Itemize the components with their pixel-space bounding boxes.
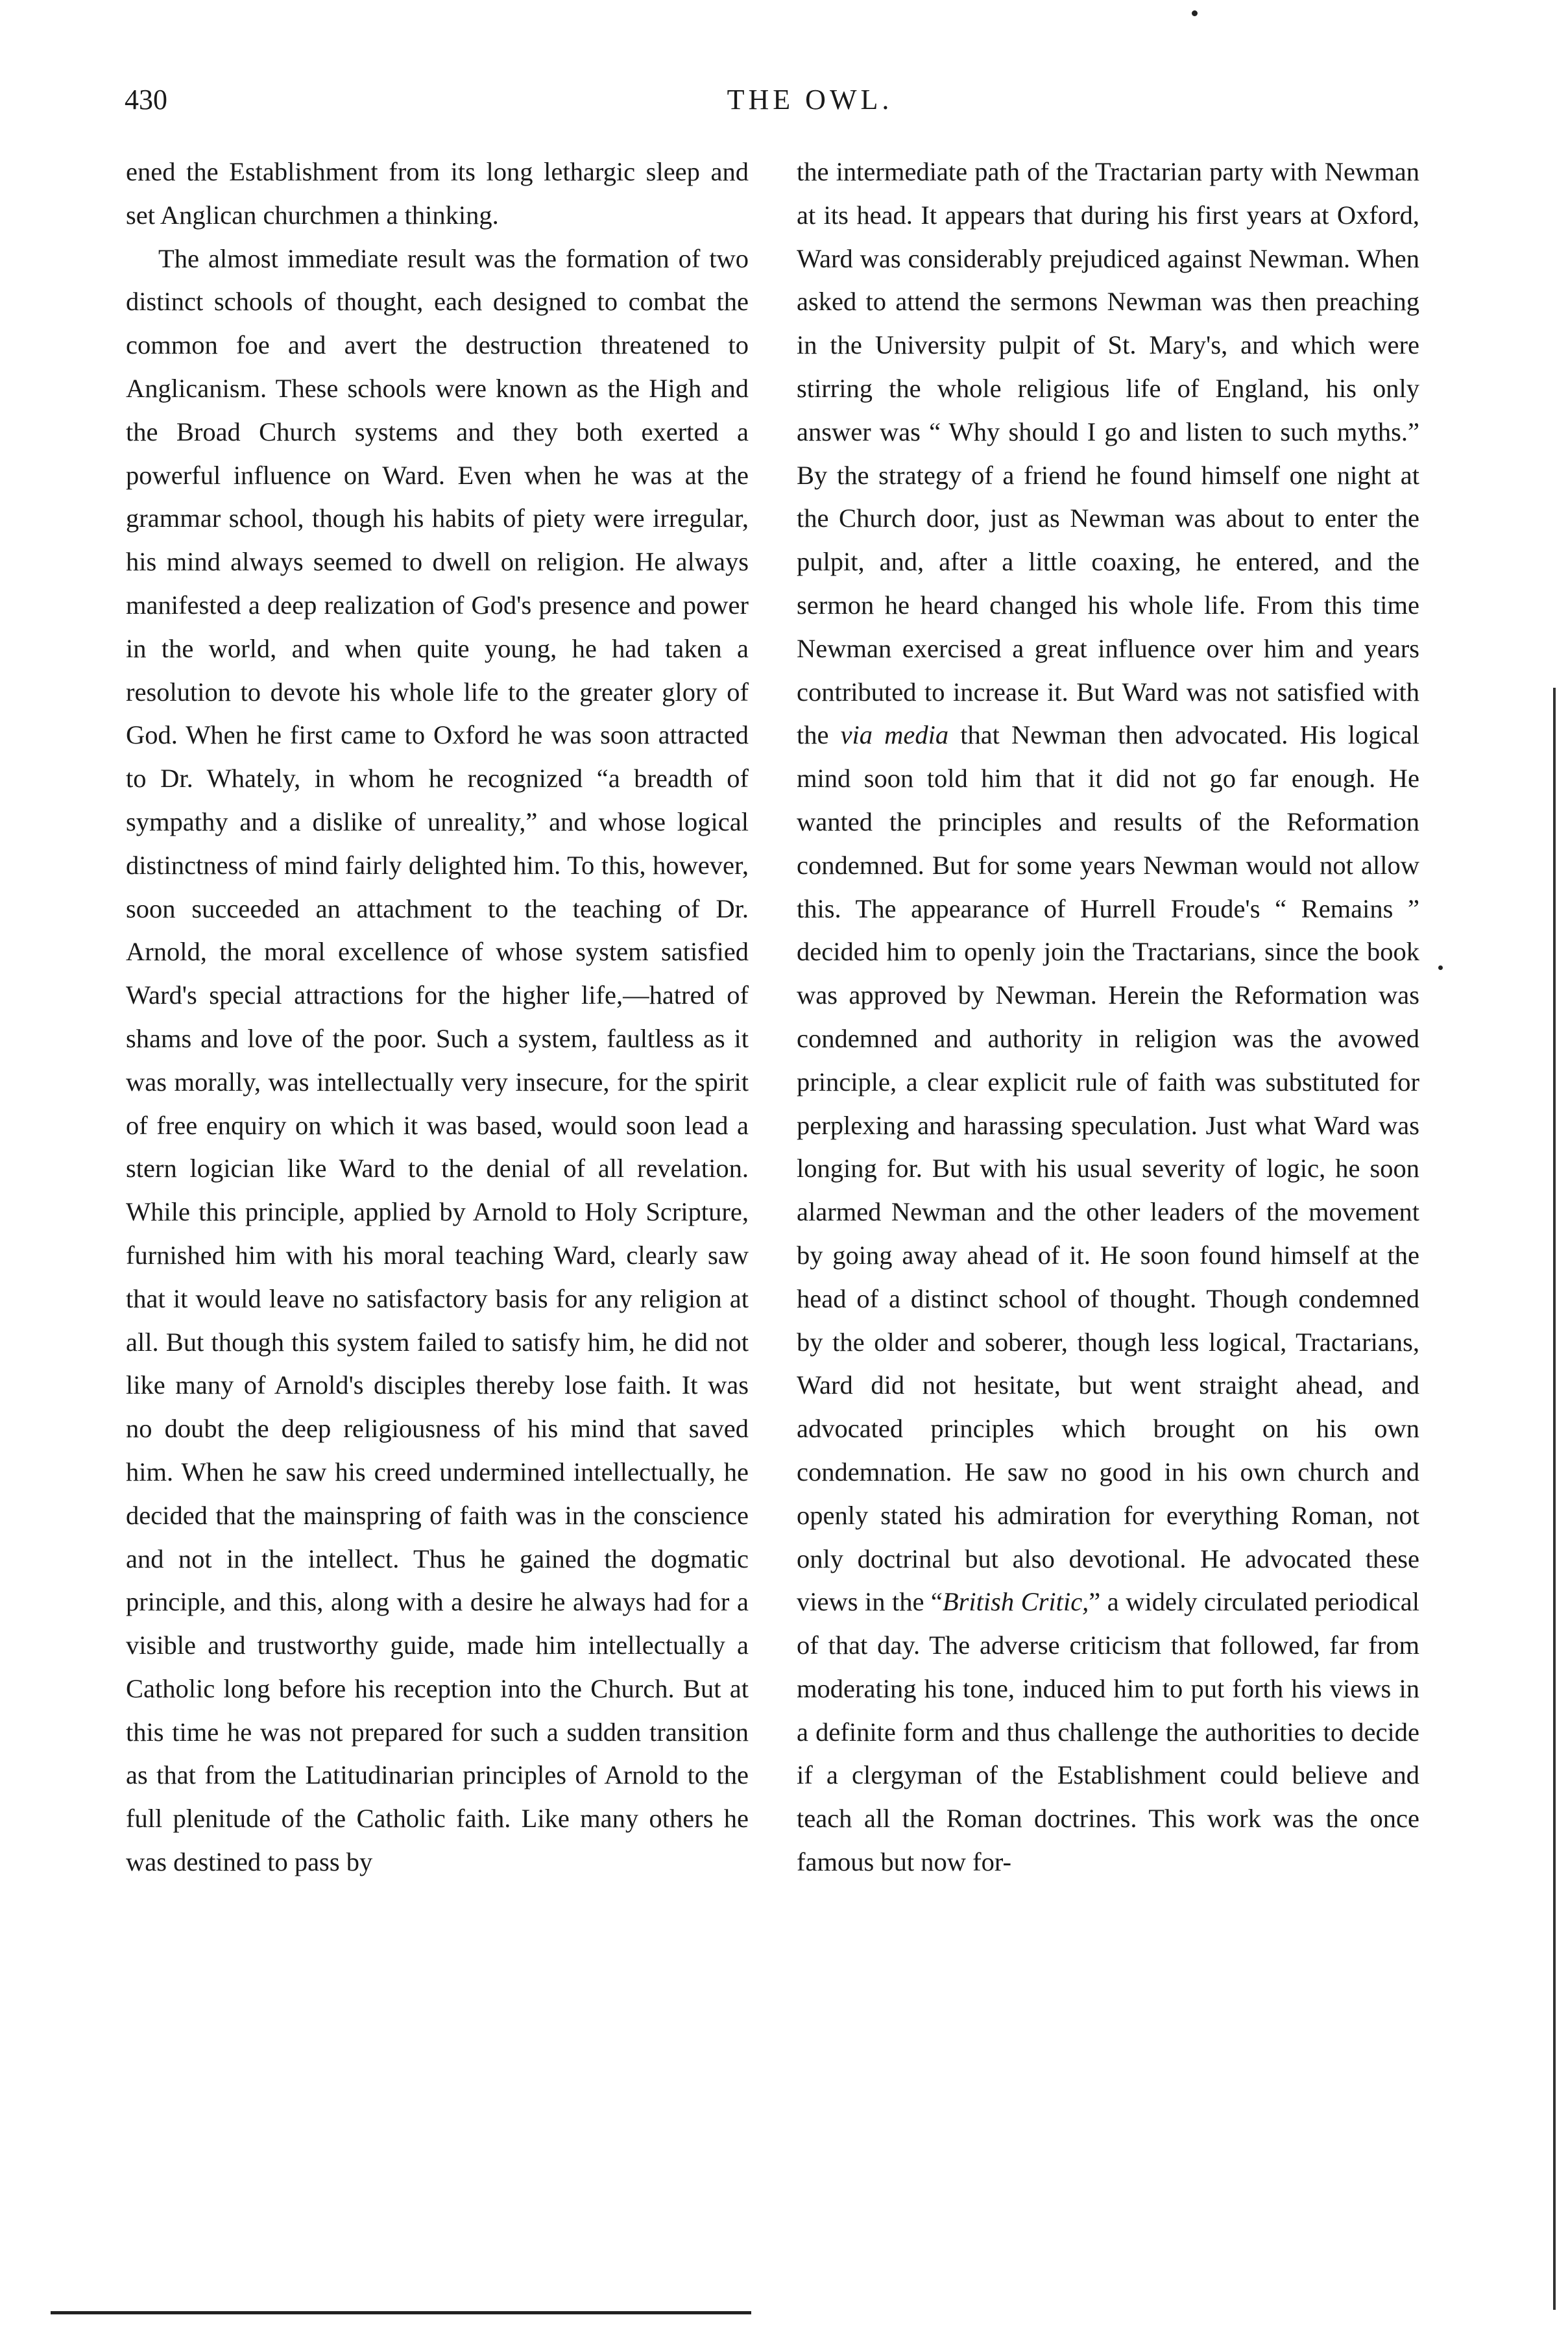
page-number: 430 (125, 84, 167, 115)
speck (1438, 965, 1443, 970)
bottom-rule (51, 2311, 751, 2314)
text-run: ” a widely circulated periodical of that day. The adverse criticism that followed, far from moderating his tone, induced him to put forth his views in a definite form and thus challenge the authorities to decide if a clergyman of the Establishment could believe and teach all the Roman doctrines. This work was the once famous but now for- (797, 1587, 1419, 1877)
text-run: that Newman then advocated. His logical mind soon told him that it did not go far enough. He wanted the principles and results of the Reformation condemned. But for some years Newman would not allow this. The appearance of Hurrell Froude's “ Remains ” decided him to openly join the Tractarians, since the book was approved by Newman. Herein the Reformation was condemned and authority in religion was the avowed principle, a clear explicit rule of faith was substituted for perplexing and harassing speculation. Just what Ward was longing for. But with his usual severity of logic, he soon alarmed Newman and the other leaders of the movement by going away ahead of it. He soon found himself at the head of a distinct school of thought. Though condemned by the older and soberer, though less logical, Tractarians, Ward did not hesitate, but went straight ahead, and advocated principles which brought on his own condemnation. He saw no good in his own church and openly stated his admiration for everything Roman, not only doctrinal but also devotional. He advocated these views in the “ (797, 720, 1419, 1617)
text-run: the intermediate path of the Tractarian party with Newman at its head. It appears that during his first years at Oxford, Ward was considerably prejudiced against Newman. When asked to attend the sermons Newman was then preaching in the University pulpit of St. Mary's, and which were stirring the whole religious life of England, his only answer was “ Why should I go and listen to such myths.” By the strategy of a friend he found himself one night at the Church door, just as Newman was about to enter the pulpit, and, after a little coaxing, he entered, and the sermon he heard changed his whole life. From this time Newman exercised a great influence over him and years contributed to increase it. But Ward was not satisfied with the (797, 157, 1419, 750)
italic-phrase-via-media: via media (840, 720, 949, 750)
right-column (797, 151, 1419, 1884)
paragraph (797, 151, 1419, 1884)
paragraph: The almost immediate result was the formation of two distinct schools of thought, each designed to combat the common foe and avert the destruction threatened to Anglicanism. These schools were known as the High and the Broad Church systems and they both exerted a powerful influence on Ward. Even when he was at the grammar school, though his habits of piety were irregular, his mind always seemed to dwell on religion. He always manifested a deep realization of God's presence and power in the world, and when quite young, he had taken a resolution to devote his whole life to the greater glory of God. When he first came to Oxford he was soon attracted to Dr. Whately, in whom he recognized “a breadth of sympathy and a dislike of unreality,” and whose logical distinctness of mind fairly delighted him. To this, however, soon succeeded an attachment to the teaching of Dr. Arnold, the moral excellence of whose system satisfied Ward's special attractions for the higher life,—hatred of shams and love of the poor. Such a system, faultless as it was morally, was intellectually very insecure, for the spirit of free enquiry on which it was based, would soon lead a stern logician like Ward to the denial of all revelation. While this principle, applied by Arnold to Holy Scripture, furnished him with his moral teaching Ward, clearly saw that it would leave no satisfactory basis for any religion at all. But though this system failed to satisfy him, he did not like many of Arnold's disciples thereby lose faith. It was no doubt the deep religiousness of his mind that saved him. When he saw his creed undermined intellectually, he decided that the mainspring of faith was in the conscience and not in the intellect. Thus he gained the dogmatic principle, and this, along with a desire he always had for a visible and trustworthy guide, made him intellectually a Catholic long before his reception into the Church. But at this time he was not prepared for such a sudden transition as that from the Latitudinarian principles of Arnold to the full plenitude of the Catholic faith. Like many others he was destined to pass by (126, 243, 749, 1877)
page-edge-rule (1553, 688, 1556, 2310)
speck (1192, 10, 1198, 16)
left-column (126, 151, 749, 1884)
running-title: THE OWL. (727, 84, 893, 115)
paragraph: ened the Establishment from its long lethargic sleep and set Anglican churchmen a thinking. (126, 157, 749, 230)
italic-title-british-critic: British Critic, (942, 1587, 1089, 1617)
